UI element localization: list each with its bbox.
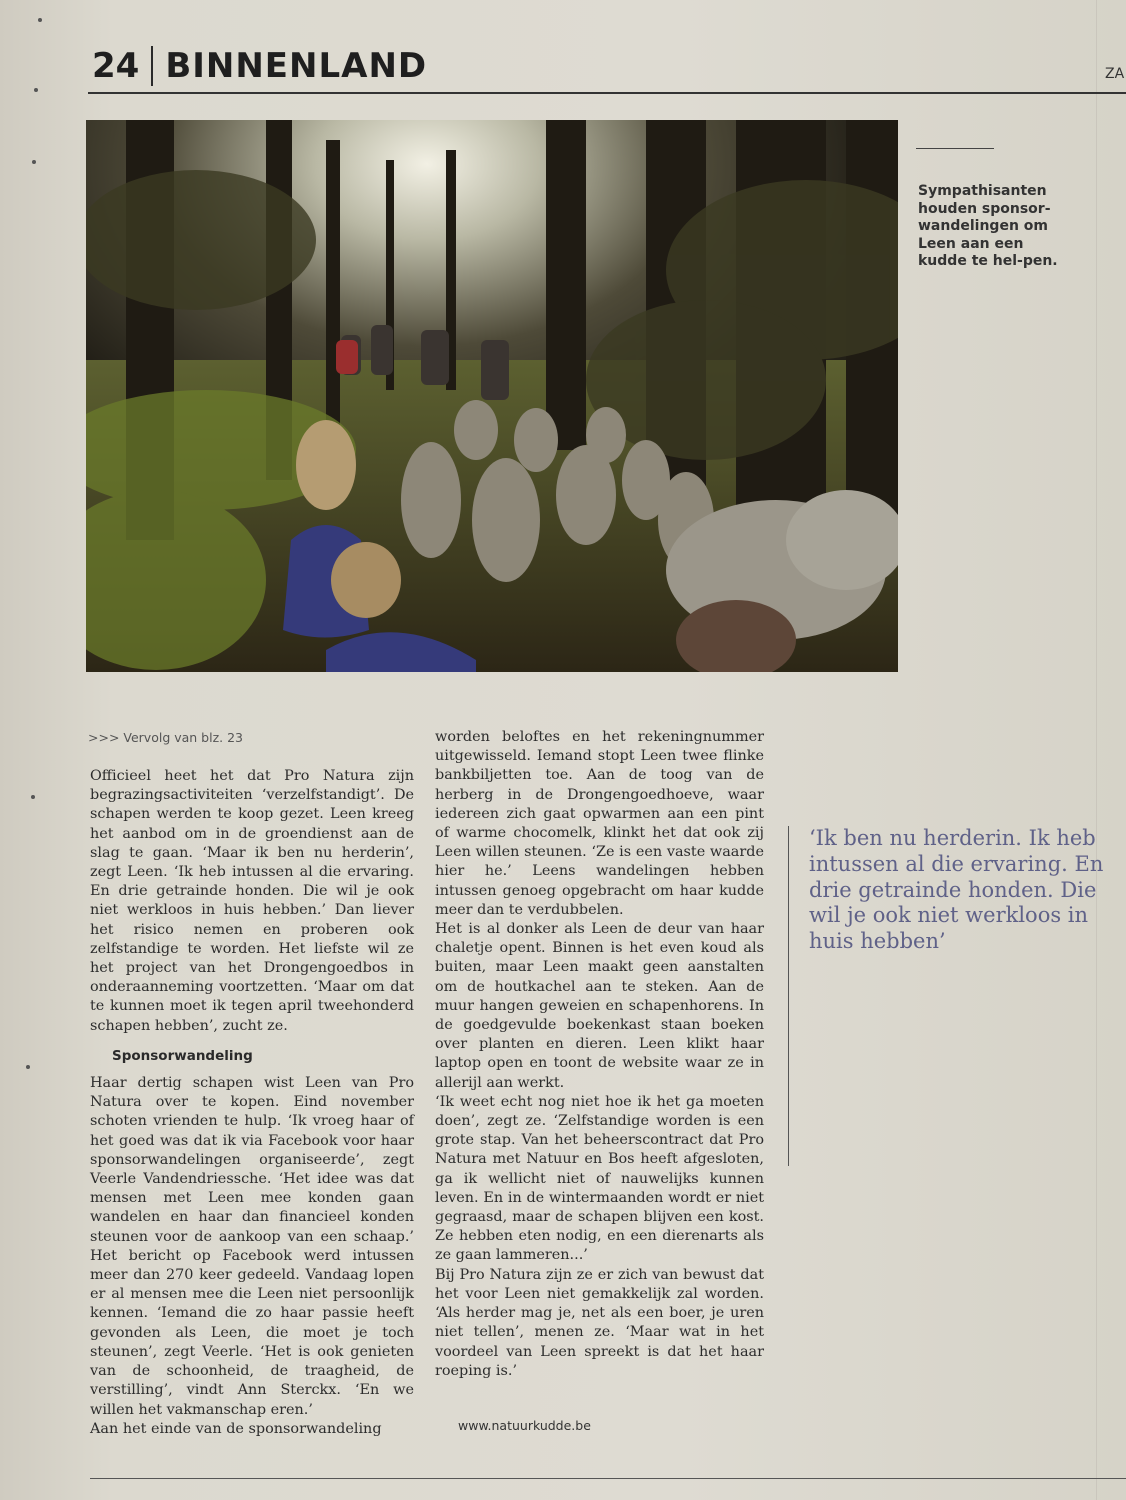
continued-from: >>> Vervolg van blz. 23 — [88, 730, 244, 745]
article-photo — [86, 120, 898, 672]
caption-rule — [916, 148, 994, 149]
page-number: 24 — [92, 46, 140, 86]
punch-hole — [38, 18, 42, 22]
forest-sheep-photo — [86, 120, 898, 672]
subheading: Sponsorwandeling — [112, 1047, 253, 1064]
bottom-rule — [90, 1478, 1126, 1479]
header-divider — [151, 46, 153, 86]
page-header — [92, 44, 427, 88]
header-rule — [88, 92, 1126, 94]
article-paragraph: Bij Pro Natura zijn ze er zich van bewust dat het voor Leen niet gemakkelijk zal worden. ‘Als herder mag je, net als een boer, je uren niet tellen’, menen ze. ‘Maar wat in het voordeel van Leen spreekt is dat het haar roeping is.’ — [435, 1266, 764, 1379]
article-column-2 — [435, 728, 764, 1381]
section-title: BINNENLAND — [165, 46, 428, 86]
article-paragraph: Haar dertig schapen wist Leen van Pro Natura over te kopen. Eind november schoten vrienden te hulp. ‘Ik vroeg haar of het goed was dat ik via Facebook voor haar sponsorwandelingen organiseerde’, zegt Veerle Vandendriessche. ‘Het idee was dat mensen met Leen mee konden gaan wandelen en haar dan financieel konden steunen voor de aankoop van een schaap.’ Het bericht op Facebook werd intussen meer dan 270 keer gedeeld. Vandaag lopen er al mensen mee die Leen niet persoonlijk kennen. ‘Iemand die zo haar passie heeft gevonden als Leen, die moet je toch steunen’, zegt Veerle. ‘Het is ook genieten van de schoonheid, de traagheid, de verstilling’, vindt Ann Sterckx. ‘En we willen het vakmanschap eren.’ — [90, 1075, 414, 1418]
photo-caption: Sympathisanten houden sponsor-wandelingen om Leen aan een kudde te hel-pen. — [918, 183, 1058, 269]
article-paragraph: worden beloftes en het rekeningnummer uitgewisseld. Iemand stopt Leen twee flinke bankbiljetten toe. Aan de toog van de herberg in de Drongengoedhoeve, waar iedereen zich gaat opwarmen aan een pint of warme chocomelk, klinkt het dat ook zij Leen willen steunen. ‘Ze is een vaste waarde hier he.’ Leens wandelingen hebben intussen genoeg opgebracht om haar kudde meer dan te verdubbelen. — [435, 729, 764, 918]
article-paragraph: Aan het einde van de sponsorwandeling — [90, 1420, 382, 1437]
article-paragraph: ‘Ik weet echt nog niet hoe ik het ga moeten doen’, zegt ze. ‘Zelfstandige worden is een grote stap. Van het beheerscontract dat Pro Natura met Natuur en Bos heeft afgesloten, ga ik wellicht niet of nauwelijks kunnen leven. En in de wintermaanden wordt er niet gegraasd, maar de schapen blijven een kost. Ze hebben eten nodig, en een dierenarts als ze gaan lammeren...’ — [435, 1093, 764, 1264]
article-column-1 — [90, 767, 414, 1439]
website-link[interactable]: www.natuurkudde.be — [458, 1418, 591, 1433]
article-paragraph: Officieel heet het dat Pro Natura zijn begrazingsactiviteiten ‘verzelfstandigt’. De schapen werden te koop gezet. Leen kreeg het aanbod om in de groendienst aan de slag te gaan. ‘Maar ik ben nu herderin’, zegt Leen. ‘Ik heb intussen al die ervaring. En drie getrainde honden. Die wil je ook niet werkloos in huis hebben.’ Dan liever het risico nemen en proberen ook zelfstandige te worden. Het liefste wil ze het project van het Drongengoedbos in onderaanneming voortzetten. ‘Maar om dat te kunnen moet ik tegen april tweehonderd schapen hebben’, zucht ze. — [90, 768, 414, 1034]
quote-rule — [788, 826, 789, 1166]
pull-quote: ‘Ik ben nu herderin. Ik heb intussen al die ervaring. En drie getrainde honden. Die wil je ook niet werkloos in huis hebben’ — [809, 826, 1104, 954]
punch-hole — [34, 88, 38, 92]
punch-hole — [26, 1065, 30, 1069]
article-paragraph: Het is al donker als Leen de deur van haar chaletje opent. Binnen is het even koud als buiten, maar Leen maakt geen aanstalten om de houtkachel aan te steken. Aan de muur hangen geweien en schapenhorens. In de goedgevulde boekenkast staan boeken over planten en dieren. Leen klikt haar laptop open en toont de website waar ze in allerijl aan werkt. — [435, 921, 764, 1091]
punch-hole — [32, 160, 36, 164]
header-right-fragment: ZA — [1105, 66, 1125, 82]
punch-hole — [31, 795, 35, 799]
page-fold — [1096, 0, 1097, 1500]
